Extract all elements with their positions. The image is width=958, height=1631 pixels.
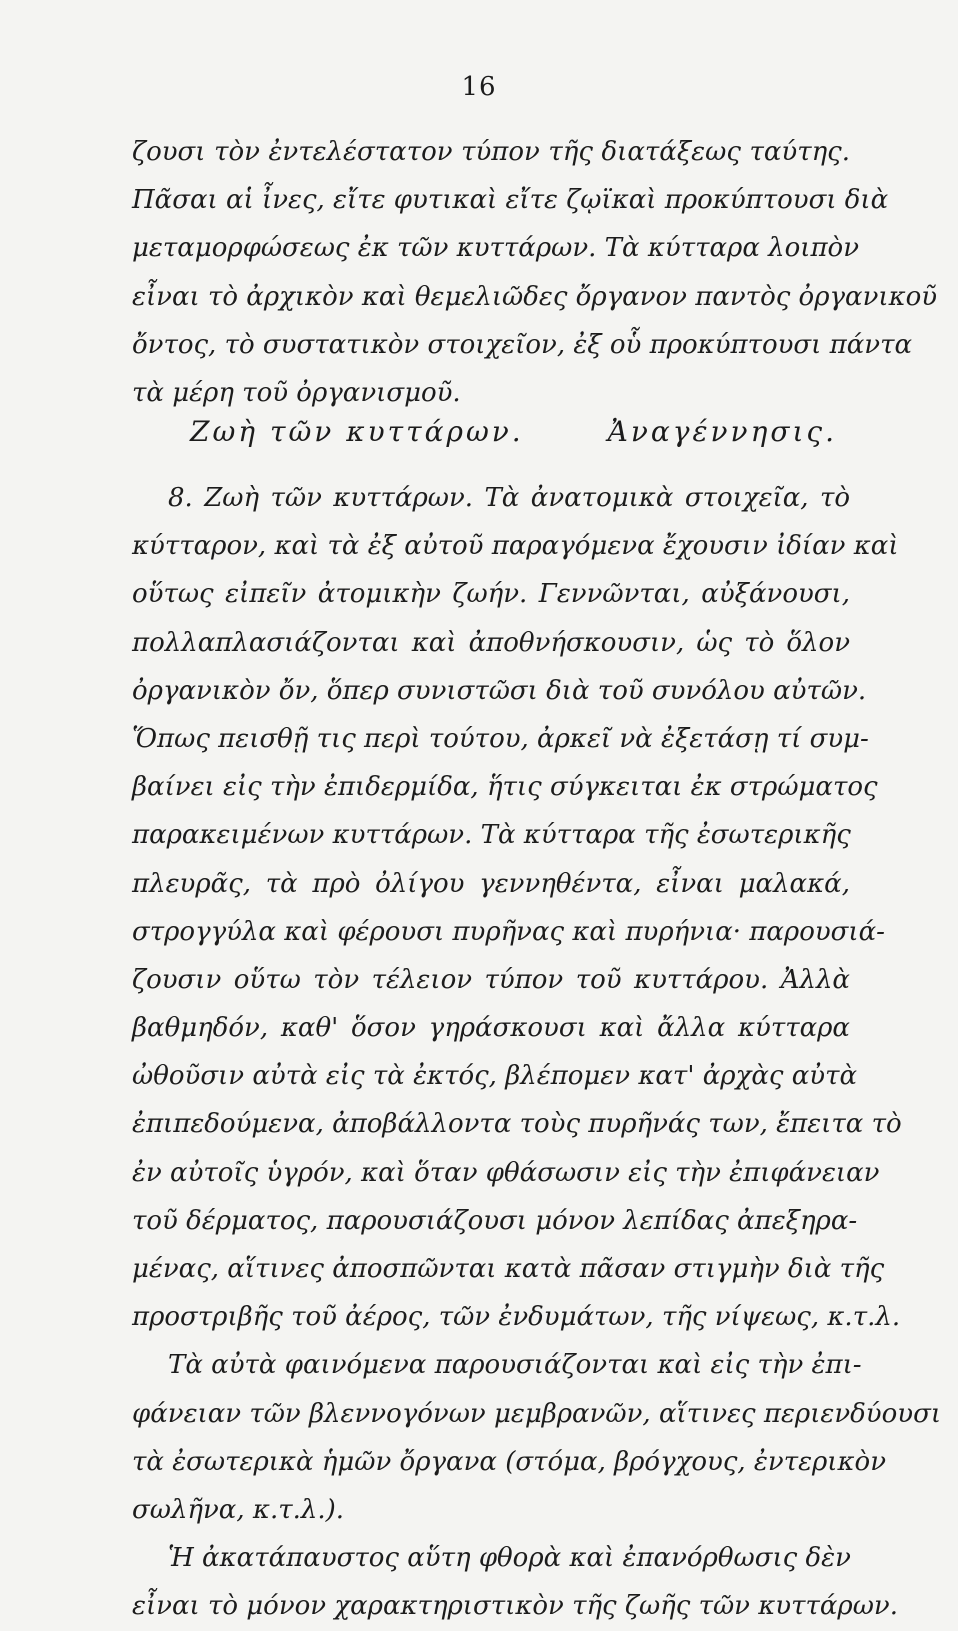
text-line: οὕτως εἰπεῖν ἀτομικὴν ζωήν. Γεννῶνται, αὐξάνουσι, xyxy=(132,579,850,610)
text-line: στρογγύλα καὶ φέρουσι πυρῆνας καὶ πυρήνια· παρουσιά- xyxy=(132,916,885,947)
text-line: Πᾶσαι αἱ ἶνες, εἴτε φυτικαὶ εἴτε ζῳϊκαὶ προκύπτουσι διὰ xyxy=(132,185,889,216)
text-line: τοῦ δέρματος, παρουσιάζουσι μόνον λεπίδας ἀπεξηρα- xyxy=(132,1205,858,1236)
text-line: κύτταρον, καὶ τὰ ἐξ αὐτοῦ παραγόμενα ἔχουσιν ἰδίαν καὶ xyxy=(132,531,899,562)
text-line: εἶναι τὸ μόνον χαρακτηριστικὸν τῆς ζωῆς τῶν κυττάρων. xyxy=(132,1591,898,1622)
text-line: Ἡ ἀκατάπαυστος αὕτη φθορὰ καὶ ἐπανόρθωσις δὲν xyxy=(168,1543,851,1574)
text-line: ζουσι τὸν ἐντελέστατον τύπον τῆς διατάξεως ταύτης. xyxy=(132,137,850,167)
text-line: ἐπιπεδούμενα, ἀποβάλλοντα τοὺς πυρῆνάς των, ἔπειτα τὸ xyxy=(132,1109,902,1140)
text-line: πλευρᾶς, τὰ πρὸ ὀλίγου γεννηθέντα, εἶναι μαλακά, xyxy=(132,868,850,899)
text-line: εἶναι τὸ ἀρχικὸν καὶ θεμελιῶδες ὄργανον παντὸς ὀργανικοῦ xyxy=(132,281,938,312)
text-line: ὠθοῦσιν αὐτὰ εἰς τὰ ἐκτός, βλέπομεν κατ' ἀρχὰς αὐτὰ xyxy=(132,1061,858,1092)
text-line: τὰ μέρη τοῦ ὀργανισμοῦ. xyxy=(132,377,461,408)
text-line: ἐν αὐτοῖς ὑγρόν, καὶ ὅταν φθάσωσιν εἰς τὴν ἐπιφάνειαν xyxy=(132,1157,880,1188)
section-heading-subtitle: Ἀναγέννησις. xyxy=(607,415,838,448)
text-line: παρακειμένων κυττάρων. Τὰ κύτταρα τῆς ἐσωτερικῆς xyxy=(132,820,851,851)
text-line: Ὅπως πεισθῇ τις περὶ τούτου, ἀρκεῖ νὰ ἐξετάσῃ τί συμ- xyxy=(132,723,869,754)
text-line: βαίνει εἰς τὴν ἐπιδερμίδα, ἥτις σύγκειται ἐκ στρώματος xyxy=(132,772,878,803)
section-body xyxy=(132,474,942,1631)
text-line: ζουσιν οὕτω τὸν τέλειον τύπον τοῦ κυττάρου. Ἀλλὰ xyxy=(132,964,850,995)
text-line: τὰ ἐσωτερικὰ ἡμῶν ὄργανα (στόμα, βρόγχους, ἐντερικὸν xyxy=(132,1446,887,1477)
text-line: 8. Ζωὴ τῶν κυττάρων. Τὰ ἀνατομικὰ στοιχεῖα, τὸ xyxy=(168,483,850,513)
text-line: σωλῆνα, κ.τ.λ.). xyxy=(132,1494,345,1525)
text-line: μεταμορφώσεως ἐκ τῶν κυττάρων. Τὰ κύτταρα λοιπὸν xyxy=(132,233,860,264)
text-line: ὄντος, τὸ συστατικὸν στοιχεῖον, ἐξ οὗ προκύπτουσι πάντα xyxy=(132,329,913,360)
intro-paragraph xyxy=(132,128,938,417)
text-line: Τὰ αὐτὰ φαινόμενα παρουσιάζονται καὶ εἰς τὴν ἐπι- xyxy=(168,1350,862,1381)
text-line: ὀργανικὸν ὄν, ὅπερ συνιστῶσι διὰ τοῦ συνόλου αὐτῶν. xyxy=(132,675,867,706)
text-line: πολλαπλασιάζονται καὶ ἀποθνήσκουσιν, ὡς τὸ ὅλον xyxy=(132,627,850,658)
section-heading-title: Ζωὴ τῶν κυττάρων. xyxy=(190,415,524,448)
text-line: φάνειαν τῶν βλεννογόνων μεμβρανῶν, αἵτινες περιενδύουσι xyxy=(132,1398,942,1429)
page-number: 16 xyxy=(461,72,497,102)
section-heading xyxy=(190,415,838,448)
text-line: προστριβῆς τοῦ ἀέρος, τῶν ἐνδυμάτων, τῆς νίψεως, κ.τ.λ. xyxy=(132,1302,901,1333)
text-line: μένας, αἵτινες ἀποσπῶνται κατὰ πᾶσαν στιγμὴν διὰ τῆς xyxy=(132,1254,885,1284)
text-line: βαθμηδόν, καθ' ὅσον γηράσκουσι καὶ ἄλλα κύτταρα xyxy=(132,1013,850,1044)
